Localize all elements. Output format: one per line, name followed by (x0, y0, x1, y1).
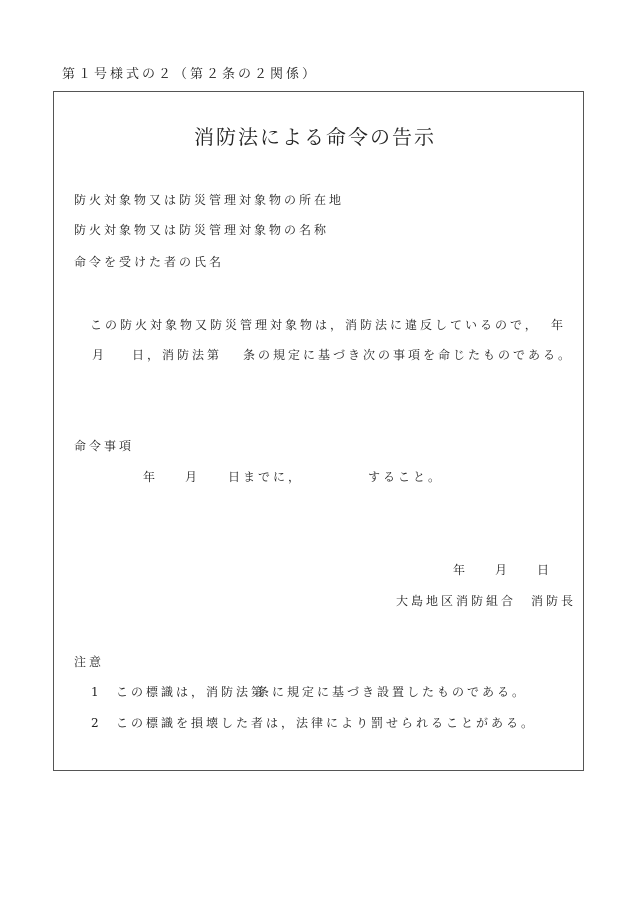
order-action: すること。 (368, 470, 444, 484)
field-recipient-label: 命令を受けた者の氏名 (74, 255, 225, 269)
order-year: 年 (143, 470, 159, 484)
document-title: 消防法による命令の告示 (194, 125, 436, 149)
issue-year: 年 (453, 563, 469, 577)
field-name-label: 防火対象物又は防災管理対象物の名称 (74, 223, 330, 237)
statement-month: 月 (92, 348, 108, 362)
issue-month: 月 (495, 563, 511, 577)
field-location-label: 防火対象物又は防災管理対象物の所在地 (74, 193, 345, 207)
order-deadline: 日までに， (228, 470, 304, 484)
note-1-number: 1 (91, 685, 102, 699)
statement-day-article: 日，消防法第 (132, 348, 223, 362)
note-1-text-rest: 条に規定に基づき設置したものである。 (257, 685, 528, 699)
issuer-name: 大島地区消防組合 消防長 (396, 594, 577, 608)
note-2-text: この標識を損壊した者は，法律により罰せられることがある。 (116, 716, 537, 730)
statement-year: 年 (551, 318, 567, 332)
statement-line2: 条の規定に基づき次の事項を命じたものである。 (243, 348, 574, 362)
notes-heading: 注意 (74, 655, 105, 669)
form-number-header: 第１号様式の２（第２条の２関係） (62, 67, 319, 82)
note-1-text: この標識は，消防法第 (116, 685, 267, 699)
note-2-number: 2 (91, 716, 102, 730)
order-heading: 命令事項 (74, 439, 135, 453)
issue-day: 日 (537, 563, 553, 577)
order-month: 月 (185, 470, 201, 484)
statement-line1: この防火対象物又防災管理対象物は，消防法に違反しているので， (90, 318, 540, 332)
